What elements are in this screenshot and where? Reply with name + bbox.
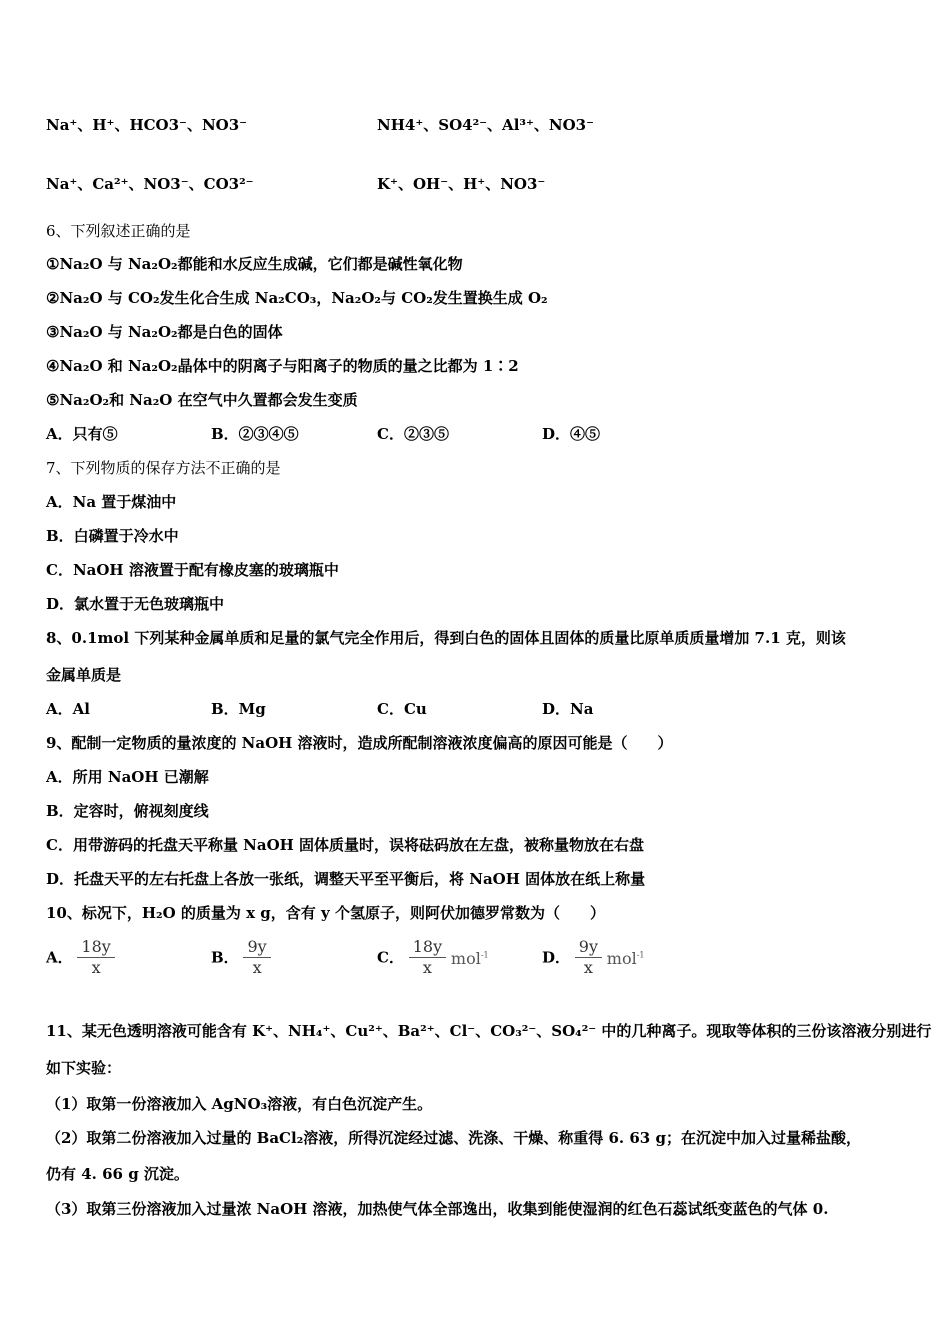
q6-statement-4: ④Na₂O 和 Na₂O₂晶体中的阴离子与阳离子的物质的量之比都为 1∶2	[46, 357, 519, 375]
q6-option-d: D．④⑤	[542, 425, 601, 443]
q7-stem: 7、下列物质的保存方法不正确的是	[46, 459, 281, 477]
q5-option-a: Na⁺、H⁺、HCO3⁻、NO3⁻	[46, 116, 248, 134]
q5-option-b: NH4⁺、SO4²⁻、Al³⁺、NO3⁻	[377, 116, 595, 134]
q7-option-b: B．白磷置于冷水中	[46, 527, 179, 545]
q10-option-d-fraction: $\frac{9y}{x}$	[575, 937, 602, 978]
q11-experiment-3: （3）取第三份溶液加入过量浓 NaOH 溶液，加热使气体全部逸出，收集到能使湿润的红色石蕊试纸变蓝色的气体 0.	[46, 1200, 829, 1218]
q6-option-c: C．②③⑤	[377, 425, 449, 443]
q6-statement-3: ③Na₂O 与 Na₂O₂都是白色的固体	[46, 323, 283, 341]
q7-option-c: C．NaOH 溶液置于配有橡皮塞的玻璃瓶中	[46, 561, 339, 579]
q10-option-c-fraction: $\frac{18y}{x}$	[409, 937, 446, 978]
q10-option-c-unit: mol$^{-1}$	[450, 949, 489, 969]
q10-option-a: A． $\frac{18y}{x}$	[46, 937, 115, 978]
q6-statement-1: ①Na₂O 与 Na₂O₂都能和水反应生成碱，它们都是碱性氧化物	[46, 255, 463, 273]
q9-option-b: B．定容时，俯视刻度线	[46, 802, 209, 820]
q8-option-c: C．Cu	[377, 700, 427, 718]
q5-option-c: Na⁺、Ca²⁺、NO3⁻、CO3²⁻	[46, 175, 254, 193]
q11-experiment-1: （1）取第一份溶液加入 AgNO₃溶液，有白色沉淀产生。	[46, 1095, 433, 1113]
q11-experiment-2-line1: （2）取第二份溶液加入过量的 BaCl₂溶液，所得沉淀经过滤、洗涤、干燥、称重得 6. 63 g；在沉淀中加入过量稀盐酸，	[46, 1129, 861, 1147]
q11-stem-line2: 如下实验：	[46, 1059, 122, 1077]
q9-option-a: A．所用 NaOH 已潮解	[46, 768, 209, 786]
q6-statement-2: ②Na₂O 与 CO₂发生化合生成 Na₂CO₃，Na₂O₂与 CO₂发生置换生成 O₂	[46, 289, 548, 307]
q11-stem-line1: 11、某无色透明溶液可能含有 K⁺、NH₄⁺、Cu²⁺、Ba²⁺、Cl⁻、CO₃²⁻、SO₄²⁻ 中的几种离子。现取等体积的三份该溶液分别进行	[46, 1022, 932, 1040]
q6-statement-5: ⑤Na₂O₂和 Na₂O 在空气中久置都会发生变质	[46, 391, 358, 409]
q9-option-d: D．托盘天平的左右托盘上各放一张纸，调整天平至平衡后，将 NaOH 固体放在纸上称量	[46, 870, 646, 888]
q10-option-c: C． $\frac{18y}{x}$ mol$^{-1}$	[377, 937, 489, 977]
q6-option-a: A．只有⑤	[46, 425, 118, 443]
q8-option-b: B．Mg	[211, 700, 266, 718]
q6-option-b: B．②③④⑤	[211, 425, 299, 443]
q6-stem: 6、下列叙述正确的是	[46, 222, 191, 240]
q10-option-a-fraction: $\frac{18y}{x}$	[77, 937, 114, 978]
q8-option-d: D．Na	[542, 700, 594, 718]
q9-stem: 9、配制一定物质的量浓度的 NaOH 溶液时，造成所配制溶液浓度偏高的原因可能是（ ）	[46, 734, 673, 752]
q7-option-a: A．Na 置于煤油中	[46, 493, 177, 511]
q10-stem: 10、标况下，H₂O 的质量为 x g，含有 y 个氢原子，则阿伏加德罗常数为（ ）	[46, 904, 605, 922]
q10-option-b-fraction: $\frac{9y}{x}$	[243, 937, 270, 978]
q7-option-d: D．氯水置于无色玻璃瓶中	[46, 595, 225, 613]
q11-experiment-2-line2: 仍有 4. 66 g 沉淀。	[46, 1165, 189, 1183]
q5-option-d: K⁺、OH⁻、H⁺、NO3⁻	[377, 175, 546, 193]
q8-stem-line2: 金属单质是	[46, 666, 122, 684]
q9-option-c: C．用带游码的托盘天平称量 NaOH 固体质量时，误将砝码放在左盘，被称量物放在右盘	[46, 836, 645, 854]
q10-option-b: B． $\frac{9y}{x}$	[211, 937, 271, 978]
q10-option-d: D． $\frac{9y}{x}$ mol$^{-1}$	[542, 937, 645, 977]
q8-stem-line1: 8、0.1mol 下列某种金属单质和足量的氯气完全作用后，得到白色的固体且固体的质量比原单质质量增加 7.1 克，则该	[46, 629, 846, 647]
q10-option-d-unit: mol$^{-1}$	[606, 949, 645, 969]
q8-option-a: A．Al	[46, 700, 90, 718]
